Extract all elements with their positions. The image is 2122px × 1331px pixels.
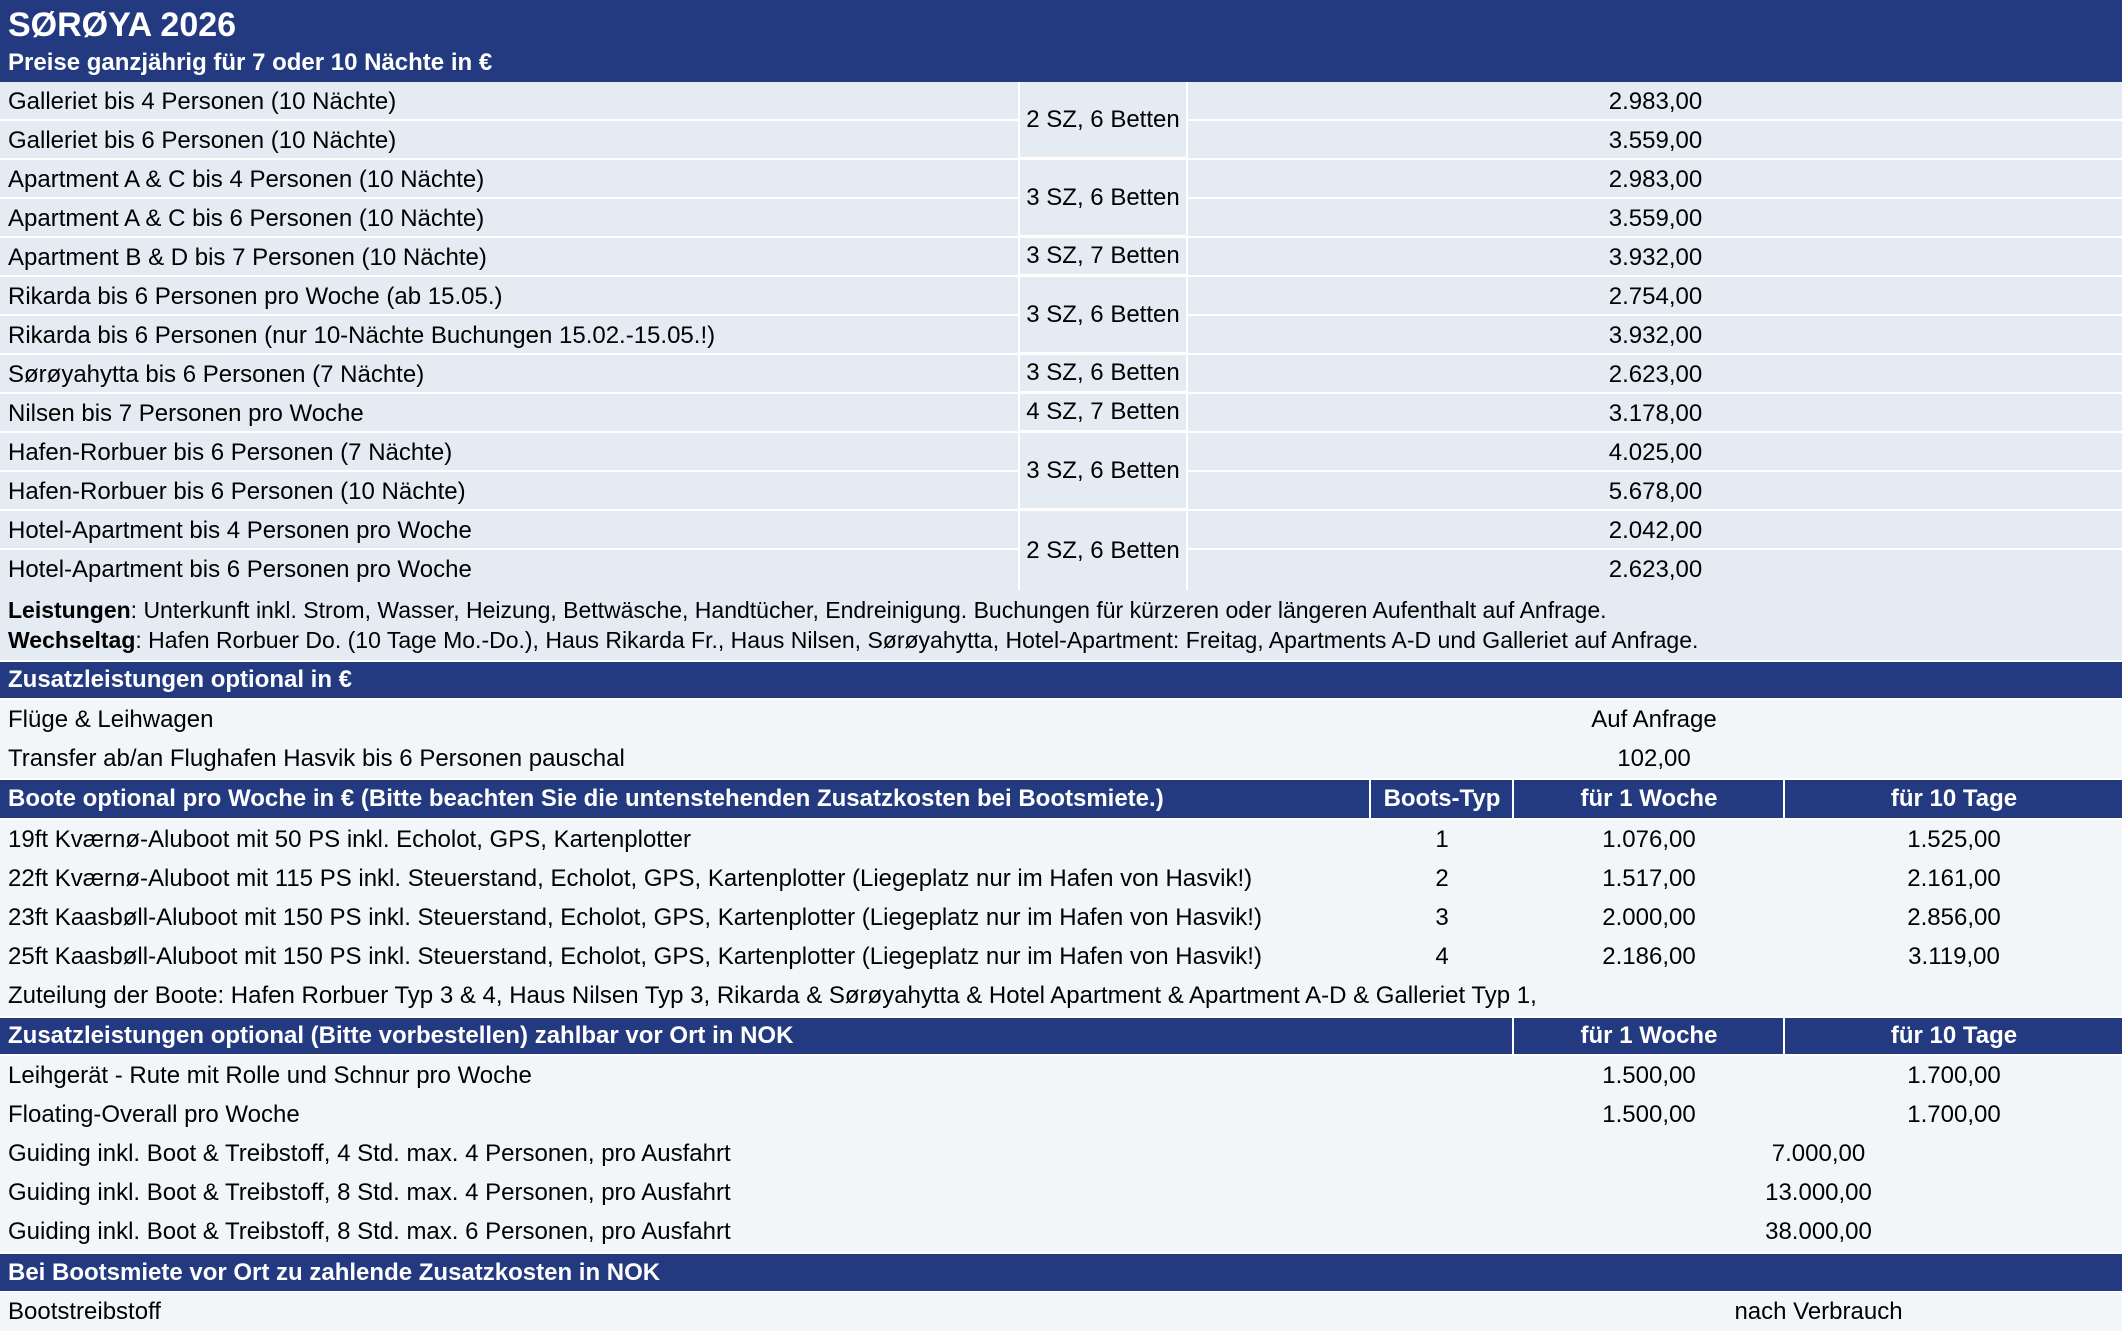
boat-price-week: 2.000,00 (1602, 903, 1696, 931)
accommodation-name: Rikarda bis 6 Personen pro Woche (ab 15.05.) (8, 282, 503, 310)
wechseltag-label: Wechseltag (8, 626, 136, 653)
extras-header (0, 662, 2122, 698)
boat-costs-header-label: Bei Bootsmiete vor Ort zu zahlende Zusatzkosten in NOK (8, 1258, 661, 1286)
table-row (0, 1212, 2122, 1252)
guiding-name: Guiding inkl. Boot & Treibstoff, 8 Std. max. 6 Personen, pro Ausfahrt (8, 1217, 731, 1245)
accommodation-price: 2.623,00 (1608, 555, 1703, 583)
room-info: 3 SZ, 7 Betten (1020, 238, 1186, 276)
extra-name: Transfer ab/an Flughafen Hasvik bis 6 Personen pauschal (8, 744, 625, 772)
accommodation-name: Apartment A & C bis 4 Personen (10 Nächte) (8, 165, 485, 193)
boat-price-10days: 2.856,00 (1907, 903, 2001, 931)
accommodation-name: Hafen-Rorbuer bis 6 Personen (7 Nächte) (8, 438, 453, 466)
nok-extras-header (0, 1018, 2122, 1054)
boats-header-label: Boote optional pro Woche in € (Bitte beachten Sie die untenstehenden Zusatzkosten bei Bootsmiete.) (8, 785, 1164, 812)
boat-cost-name: Bootstreibstoff (8, 1297, 161, 1325)
nok-extra-name: Floating-Overall pro Woche (8, 1100, 300, 1128)
boat-name: 25ft Kaasbøll-Aluboot mit 150 PS inkl. Steuerstand, Echolot, GPS, Kartenplotter (Liegeplatz nur im Hafen von Hasvik!) (8, 942, 1262, 970)
leistungen-text: : Unterkunft inkl. Strom, Wasser, Heizung, Bettwäsche, Handtücher, Endreinigung. Buchungen für kürzeren oder längeren Aufenthalt auf Anfrage. (130, 596, 1607, 623)
table-row (0, 160, 2122, 199)
table-row (0, 316, 2122, 355)
table-row (0, 82, 2122, 121)
accommodation-name: Apartment B & D bis 7 Personen (10 Nächte) (8, 243, 487, 271)
accommodation-price: 2.623,00 (1608, 360, 1703, 388)
room-info: 3 SZ, 6 Betten (1020, 277, 1186, 354)
table-row (0, 739, 2122, 778)
guiding-price: 38.000,00 (1765, 1217, 1872, 1245)
boat-price-10days: 1.525,00 (1907, 825, 2001, 853)
room-info: 3 SZ, 6 Betten (1020, 433, 1186, 510)
table-row (0, 394, 2122, 433)
accommodation-name: Galleriet bis 6 Personen (10 Nächte) (8, 126, 397, 154)
accommodation-price: 3.559,00 (1608, 204, 1703, 232)
boat-name: 23ft Kaasbøll-Aluboot mit 150 PS inkl. Steuerstand, Echolot, GPS, Kartenplotter (Liegeplatz nur im Hafen von Hasvik!) (8, 903, 1262, 931)
accommodation-price: 2.983,00 (1608, 165, 1703, 193)
boat-type: 4 (1435, 942, 1449, 970)
accommodation-name: Rikarda bis 6 Personen (nur 10-Nächte Buchungen 15.02.-15.05.!) (8, 321, 716, 349)
boats-header (0, 780, 2122, 818)
boats-col-week: für 1 Woche (1580, 785, 1718, 812)
boat-price-10days: 3.119,00 (1908, 942, 2000, 970)
boat-price-week: 1.517,00 (1602, 864, 1696, 892)
boat-allocation-row (0, 976, 2122, 1016)
accommodation-name: Sørøyahytta bis 6 Personen (7 Nächte) (8, 360, 425, 388)
table-row (0, 511, 2122, 550)
nok-extra-price-10days: 1.700,00 (1907, 1100, 2001, 1128)
nok-extra-name: Leihgerät - Rute mit Rolle und Schnur pro Woche (8, 1061, 532, 1089)
extras-header-label: Zusatzleistungen optional in € (8, 666, 353, 693)
page-title: SØRØYA 2026 (8, 6, 237, 44)
room-info: 2 SZ, 6 Betten (1020, 82, 1186, 159)
table-row (0, 550, 2122, 590)
accommodation-price: 2.983,00 (1608, 87, 1703, 115)
boats-col-10days: für 10 Tage (1890, 785, 2018, 812)
table-row (0, 277, 2122, 316)
table-row (0, 355, 2122, 394)
table-row (0, 820, 2122, 859)
accommodation-price: 3.932,00 (1608, 243, 1703, 271)
room-info: 3 SZ, 6 Betten (1020, 160, 1186, 237)
wechseltag-text: : Hafen Rorbuer Do. (10 Tage Mo.-Do.), Haus Rikarda Fr., Haus Nilsen, Sørøyahytta, Hotel-Apartment: Freitag, Apartments A-D und Galleriet auf Anfrage. (135, 626, 1699, 653)
boat-type: 1 (1435, 825, 1449, 853)
leistungen-note (8, 594, 1607, 626)
room-info: 2 SZ, 6 Betten (1020, 511, 1186, 590)
table-row (0, 1056, 2122, 1095)
boat-allocation: Zuteilung der Boote: Hafen Rorbuer Typ 3 & 4, Haus Nilsen Typ 3, Rikarda & Sørøyahytta & Hotel Apartment & Apartment A-D & Galleriet Typ 1, (8, 982, 1537, 1009)
accommodation-name: Hafen-Rorbuer bis 6 Personen (10 Nächte) (8, 477, 466, 505)
room-info: 3 SZ, 6 Betten (1020, 355, 1186, 393)
guiding-price: 7.000,00 (1771, 1139, 1866, 1167)
nok-extra-price-week: 1.500,00 (1602, 1100, 1696, 1128)
page-subtitle: Preise ganzjährig für 7 oder 10 Nächte in € (8, 49, 493, 76)
accommodation-name: Hotel-Apartment bis 6 Personen pro Woche (8, 555, 472, 583)
table-row (0, 472, 2122, 511)
boat-type: 3 (1435, 903, 1449, 931)
boat-price-week: 1.076,00 (1602, 825, 1696, 853)
accommodation-name: Galleriet bis 4 Personen (10 Nächte) (8, 87, 397, 115)
notes-block (0, 590, 2122, 660)
accommodation-price: 3.559,00 (1608, 126, 1703, 154)
boat-cost-price: nach Verbrauch (1734, 1297, 1903, 1325)
accommodation-price: 3.932,00 (1608, 321, 1703, 349)
wechseltag-note (8, 624, 1698, 656)
table-row (0, 1173, 2122, 1212)
extra-price: 102,00 (1617, 744, 1691, 772)
guiding-name: Guiding inkl. Boot & Treibstoff, 4 Std. max. 4 Personen, pro Ausfahrt (8, 1139, 731, 1167)
table-row (0, 238, 2122, 277)
nok-extras-header-label: Zusatzleistungen optional (Bitte vorbestellen) zahlbar vor Ort in NOK (8, 1022, 794, 1049)
table-row (0, 1292, 2122, 1331)
accommodation-price: 5.678,00 (1608, 477, 1703, 505)
nok-extra-price-week: 1.500,00 (1602, 1061, 1696, 1089)
room-info: 4 SZ, 7 Betten (1020, 394, 1186, 432)
boats-col-type: Boots-Typ (1383, 785, 1501, 812)
accommodation-name: Apartment A & C bis 6 Personen (10 Nächte) (8, 204, 485, 232)
table-row (0, 898, 2122, 937)
table-row (0, 937, 2122, 976)
nok-extra-price-10days: 1.700,00 (1907, 1061, 2001, 1089)
accommodation-name: Nilsen bis 7 Personen pro Woche (8, 399, 364, 427)
boat-price-10days: 2.161,00 (1907, 864, 2001, 892)
extra-name: Flüge & Leihwagen (8, 705, 214, 733)
table-row (0, 121, 2122, 160)
accommodation-price: 3.178,00 (1608, 399, 1703, 427)
nok-col-week: für 1 Woche (1580, 1022, 1718, 1049)
boat-name: 22ft Kværnø-Aluboot mit 115 PS inkl. Steuerstand, Echolot, GPS, Kartenplotter (Liegeplatz nur im Hafen von Hasvik!) (8, 864, 1253, 892)
boat-name: 19ft Kværnø-Aluboot mit 50 PS inkl. Echolot, GPS, Kartenplotter (8, 825, 691, 853)
accommodation-name: Hotel-Apartment bis 4 Personen pro Woche (8, 516, 472, 544)
table-row (0, 859, 2122, 898)
nok-col-10days: für 10 Tage (1890, 1022, 2018, 1049)
accommodation-price: 4.025,00 (1608, 438, 1703, 466)
table-row (0, 199, 2122, 238)
leistungen-label: Leistungen (8, 596, 131, 623)
boat-type: 2 (1435, 864, 1449, 892)
accommodation-price: 2.754,00 (1608, 282, 1703, 310)
table-row (0, 1095, 2122, 1134)
table-row (0, 700, 2122, 739)
boat-costs-header (0, 1254, 2122, 1291)
table-row (0, 433, 2122, 472)
accommodation-price: 2.042,00 (1608, 516, 1703, 544)
boat-price-week: 2.186,00 (1602, 942, 1696, 970)
extra-price: Auf Anfrage (1591, 705, 1717, 733)
guiding-name: Guiding inkl. Boot & Treibstoff, 8 Std. max. 4 Personen, pro Ausfahrt (8, 1178, 731, 1206)
guiding-price: 13.000,00 (1765, 1178, 1872, 1206)
title-block (0, 0, 2122, 82)
table-row (0, 1134, 2122, 1173)
